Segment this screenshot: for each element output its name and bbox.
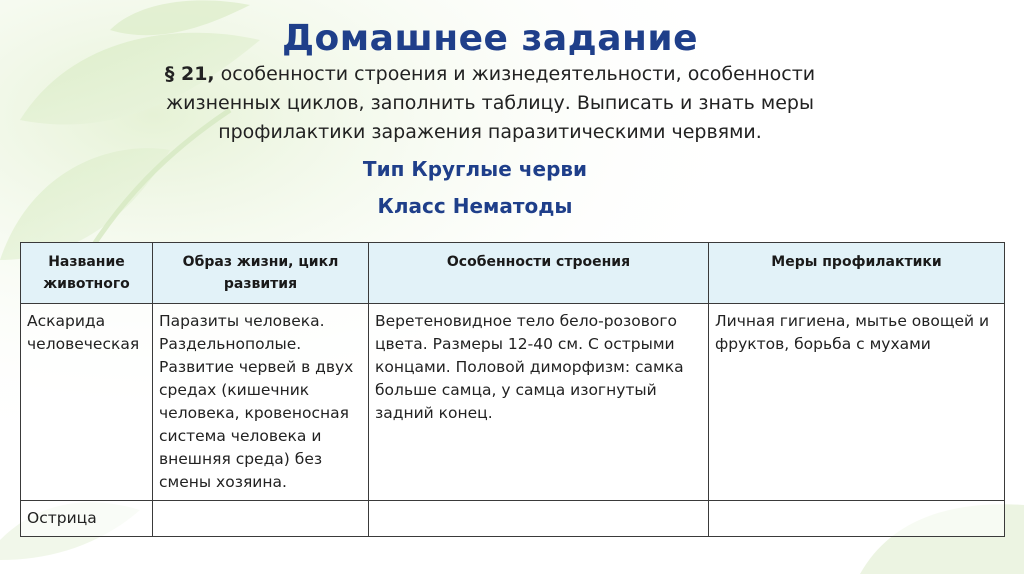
header-structure: Особенности строения [369, 243, 709, 304]
table-row [21, 304, 1005, 501]
header-animal: Название животного [21, 243, 153, 304]
header-lifestyle: Образ жизни, цикл развития [153, 243, 369, 304]
type-label: Тип Круглые черви [362, 157, 588, 181]
cell-animal: Острица [21, 501, 153, 537]
homework-table [20, 242, 1005, 537]
table-header-row [21, 243, 1005, 304]
cell-structure: Веретеновидное тело бело-розового цвета. Размеры 12-40 см. С острыми концами. Половой диморфизм: самка больше самца, у самца изогнутый задний конец. [369, 304, 709, 501]
cell-structure [369, 501, 709, 537]
page-title: Домашнее задание [281, 18, 699, 59]
cell-prevention [709, 501, 1005, 537]
assignment-body: особенности строения и жизнедеятельности, особенности жизненных циклов, заполнить таблицу. Выписать и знать меры профилактики заражения паразитическими червями. [166, 63, 816, 143]
cell-prevention: Личная гигиена, мытье овощей и фруктов, борьба с мухами [709, 304, 1005, 501]
table-row [21, 501, 1005, 537]
cell-animal: Аскарида человеческая [21, 304, 153, 501]
cell-lifestyle: Паразиты человека. Раздельнополые. Развитие червей в двух средах (кишечник человека, кровеносная система человека и внешняя среда) без смены хозяина. [153, 304, 369, 501]
class-label: Класс Нематоды [377, 194, 573, 218]
header-prevention: Меры профилактики [709, 243, 1005, 304]
paragraph-ref: § 21, [164, 63, 215, 85]
assignment-text [130, 60, 850, 147]
cell-lifestyle [153, 501, 369, 537]
